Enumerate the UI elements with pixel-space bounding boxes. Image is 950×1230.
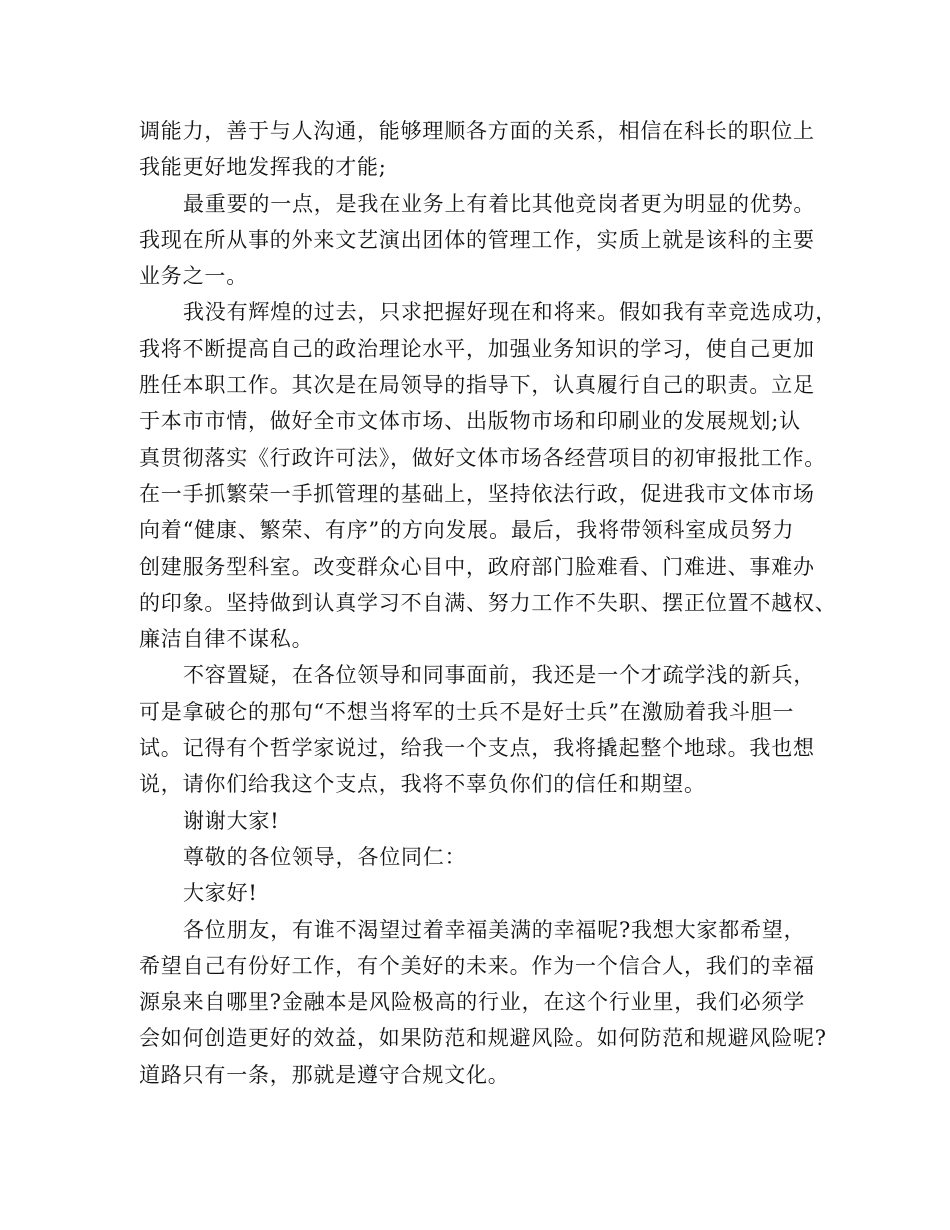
text-line: 的印象。坚持做到认真学习不自满、努力工作不失职、摆正位置不越权、 bbox=[139, 590, 837, 615]
paragraph-start-line: 不容置疑，在各位领导和同事面前，我还是一个才疏学浅的新兵， bbox=[183, 663, 816, 688]
text-line: 道路只有一条，那就是遵守合规文化。 bbox=[139, 1062, 510, 1087]
text-line: 我能更好地发挥我的才能; bbox=[139, 155, 387, 180]
text-line: 源泉来自哪里?金融本是风险极高的行业，在这个行业里，我们必须学 bbox=[139, 990, 806, 1015]
text-line: 向着“健康、繁荣、有序”的方向发展。最后，我将带领科室成员努力 bbox=[139, 518, 795, 543]
text-line: 于本市市情，做好全市文体市场、出版物市场和印刷业的发展规划;认 bbox=[139, 409, 801, 434]
paragraph-start-line: 最重要的一点，是我在业务上有着比其他竞岗者更为明显的优势。 bbox=[183, 191, 816, 216]
text-line: 我将不断提高自己的政治理论水平，加强业务知识的学习，使自己更加 bbox=[139, 336, 815, 361]
paragraph-start-line: 我没有辉煌的过去，只求把握好现在和将来。假如我有幸竞选成功， bbox=[183, 300, 837, 325]
greeting-line: 大家好! bbox=[183, 881, 258, 906]
text-line: 希望自己有份好工作，有个美好的未来。作为一个信合人，我们的幸福 bbox=[139, 953, 815, 978]
paragraph-start-line: 各位朋友，有谁不渴望过着幸福美满的幸福呢?我想大家都希望， bbox=[183, 917, 806, 942]
text-line: 真贯彻落实《行政许可法》，做好文体市场各经营项目的初审报批工作。 bbox=[139, 445, 827, 470]
document-body bbox=[139, 113, 837, 1093]
text-line: 我现在所从事的外来文艺演出团体的管理工作，实质上就是该科的主要 bbox=[139, 227, 815, 252]
text-line: 说，请你们给我这个支点，我将不辜负你们的信任和期望。 bbox=[139, 772, 706, 797]
salutation-line: 尊敬的各位领导，各位同仁： bbox=[183, 844, 467, 869]
text-line: 可是拿破仑的那句“不想当将军的士兵不是好士兵”在激励着我斗胆一 bbox=[139, 699, 795, 724]
text-line: 在一手抓繁荣一手抓管理的基础上，坚持依法行政，促进我市文体市场 bbox=[139, 481, 815, 506]
text-line: 业务之一。 bbox=[139, 264, 248, 289]
text-line: 创建服务型科室。改变群众心目中，政府部门脸难看、门难进、事难办 bbox=[139, 554, 815, 579]
text-line: 调能力，善于与人沟通，能够理顺各方面的关系，相信在科长的职位上 bbox=[139, 119, 815, 143]
text-line: 试。记得有个哲学家说过，给我一个支点，我将撬起整个地球。我也想 bbox=[139, 736, 815, 761]
text-line: 廉洁自律不谋私。 bbox=[139, 627, 314, 652]
text-line: 胜任本职工作。其次是在局领导的指导下，认真履行自己的职责。立足 bbox=[139, 373, 815, 398]
text-line: 会如何创造更好的效益，如果防范和规避风险。如何防范和规避风险呢? bbox=[139, 1026, 827, 1051]
closing-thanks-line: 谢谢大家! bbox=[183, 808, 280, 833]
